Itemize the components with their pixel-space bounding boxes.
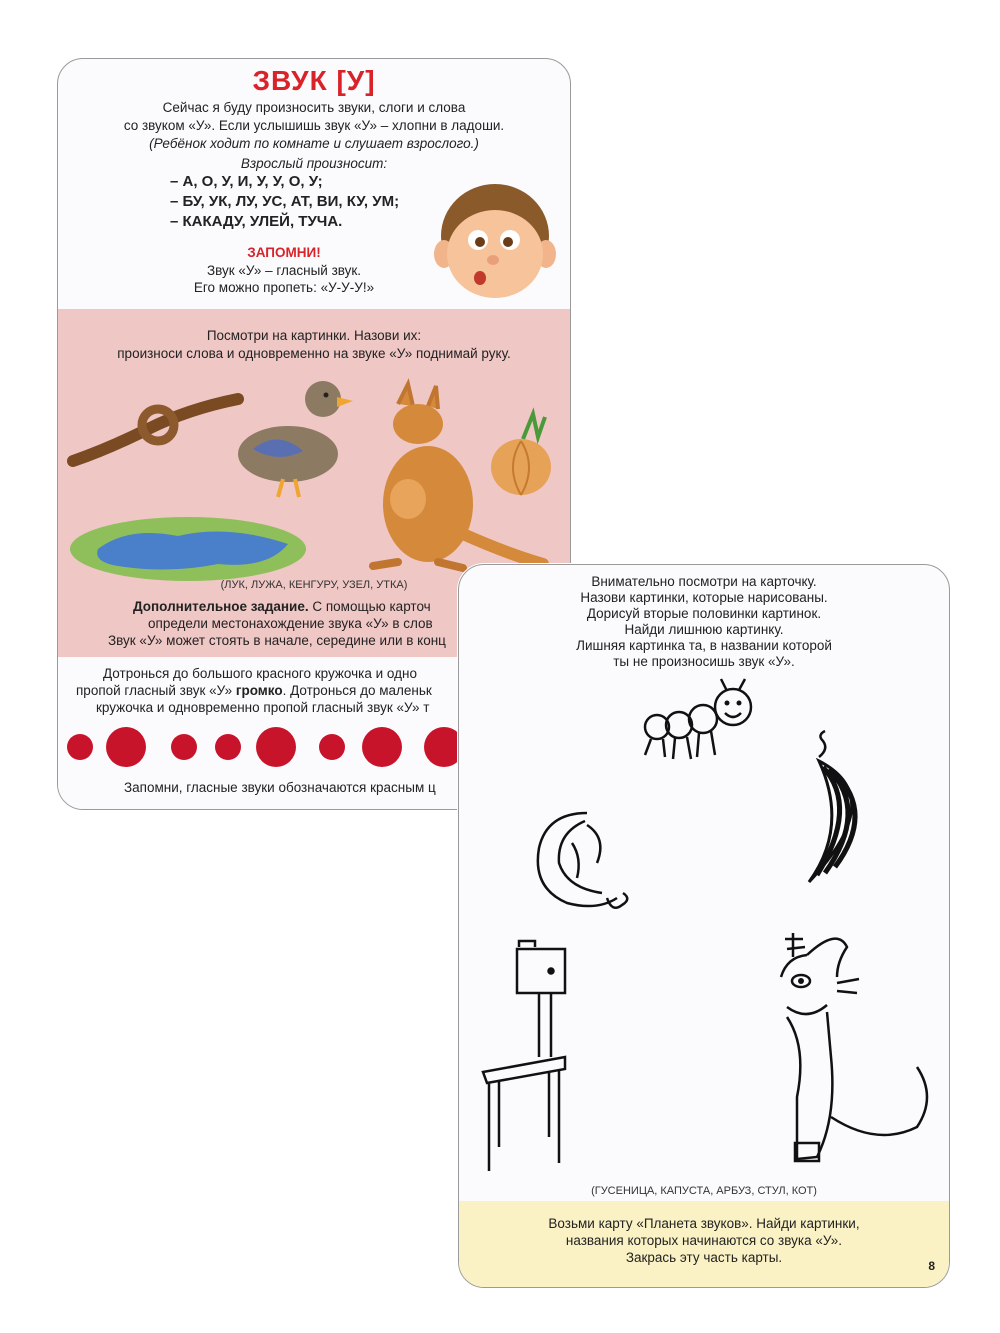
instruction-line: Лишняя картинка та, в названии которой	[576, 638, 832, 653]
extra-task-line-2: определи местонахождение звука «У» в слов	[148, 616, 433, 631]
sound-list-item: – А, О, У, И, У, У, О, У;	[170, 173, 323, 190]
extra-task-line-1	[133, 598, 431, 616]
large-red-dot	[256, 727, 296, 767]
cat-icon	[767, 917, 937, 1177]
watermelon-icon	[789, 747, 889, 887]
cabbage-icon	[527, 803, 637, 923]
adult-says-label: Взрослый произносит:	[240, 156, 388, 171]
look-line-2: произноси слова и одновременно на звуке «У» поднимай руку.	[117, 346, 511, 361]
instruction-line: Внимательно посмотри на карточку.	[591, 574, 817, 589]
touch-line-1: Дотронься до большого красного кружочка и одно	[103, 666, 417, 681]
remember-title: ЗАПОМНИ!	[247, 245, 321, 260]
rope-knot-icon	[68, 389, 248, 469]
instruction-line: ты не произносишь звук «У».	[613, 654, 795, 669]
puddle-icon	[68, 514, 308, 584]
boy-face-icon	[430, 174, 560, 304]
task-band	[459, 1201, 949, 1287]
small-red-dot	[67, 734, 93, 760]
chair-icon	[479, 937, 599, 1177]
card-find-extra-picture	[458, 564, 950, 1288]
instruction-line: Назови картинки, которые нарисованы.	[580, 590, 828, 605]
small-red-dot	[215, 734, 241, 760]
intro-line-1: Сейчас я буду произносить звуки, слоги и слова	[162, 100, 466, 115]
sound-list	[170, 172, 399, 232]
intro-note: (Ребёнок ходит по комнате и слушает взрослого.)	[149, 136, 479, 151]
large-red-dot	[362, 727, 402, 767]
instruction-line: Дорисуй вторые половинки картинок.	[586, 606, 822, 621]
sound-list-item: – КАКАДУ, УЛЕЙ, ТУЧА.	[170, 213, 343, 230]
page-number: 8	[928, 1259, 935, 1273]
touch-line-2-a: пропой гласный звук «У»	[76, 683, 236, 698]
touch-line-3: кружочка и одновременно пропой гласный звук «У» т	[96, 700, 430, 715]
bottom-remember-line: Запомни, гласные звуки обозначаются красным ц	[124, 780, 436, 795]
duck-icon	[233, 369, 353, 499]
small-red-dot	[171, 734, 197, 760]
onion-icon	[483, 409, 563, 499]
pictures-caption: (ГУСЕНИЦА, КАПУСТА, АРБУЗ, СТУЛ, КОТ)	[591, 1185, 817, 1197]
task-line-3: Закрась эту часть карты.	[625, 1250, 783, 1265]
touch-line-2-b: . Дотронься до маленьк	[282, 683, 432, 698]
look-line-1: Посмотри на картинки. Назови их:	[206, 328, 422, 343]
page-title: ЗВУК [У]	[252, 65, 376, 96]
task-line-2: названия которых начинаются со звука «У».	[565, 1233, 843, 1248]
small-red-dot	[319, 734, 345, 760]
remember-line-1: Звук «У» – гласный звук.	[206, 263, 362, 278]
extra-task-line-3: Звук «У» может стоять в начале, середине или в конц	[108, 633, 446, 648]
touch-line-2-bold: громко	[235, 683, 283, 698]
touch-line-2	[76, 682, 432, 700]
task-line-1: Возьми карту «Планета звуков». Найди картинки,	[548, 1216, 860, 1231]
instruction-line: Найди лишнюю картинку.	[624, 622, 784, 637]
sound-list-item: – БУ, УК, ЛУ, УС, АТ, ВИ, КУ, УМ;	[170, 193, 400, 210]
intro-line-2: со звуком «У». Если услышишь звук «У» – хлопни в ладоши.	[123, 118, 505, 133]
caterpillar-icon	[637, 677, 757, 777]
pictures-caption: (ЛУК, ЛУЖА, КЕНГУРУ, УЗЕЛ, УТКА)	[220, 579, 408, 591]
remember-line-2: Его можно пропеть: «У-У-У!»	[193, 280, 375, 295]
large-red-dot	[106, 727, 146, 767]
extra-task-text: С помощью карточ	[308, 599, 431, 614]
extra-task-label: Дополнительное задание.	[133, 599, 309, 614]
